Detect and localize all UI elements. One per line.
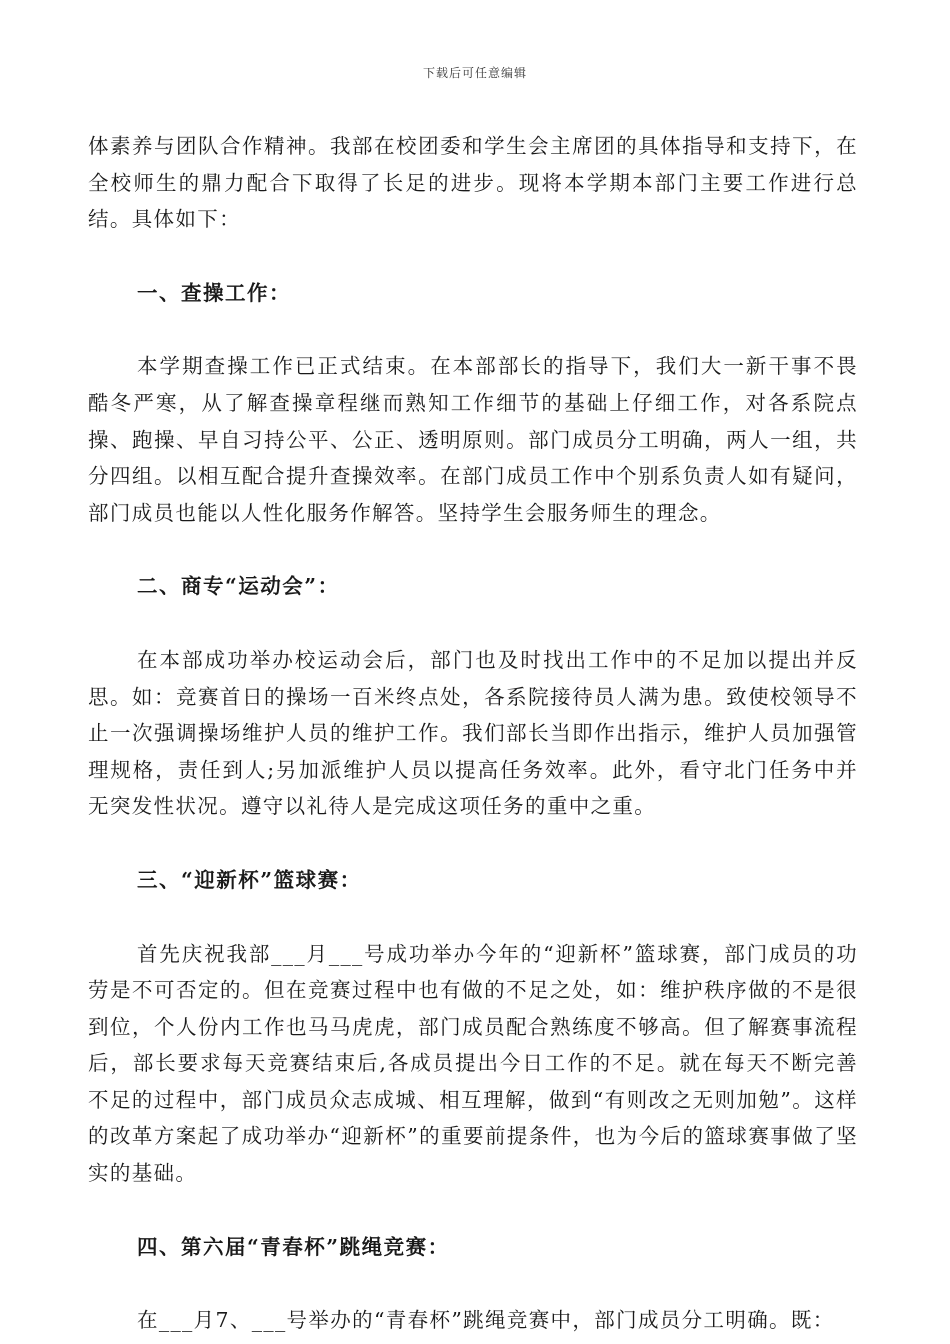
section-heading-2: 二、商专“运动会”： xyxy=(137,574,340,599)
section-heading-1: 一、查操工作： xyxy=(137,280,291,305)
page-header-note: 下载后可任意编辑 xyxy=(422,66,527,80)
section-heading-4: 四、第六届“青春杯”跳绳竞赛： xyxy=(137,1234,450,1259)
document-body xyxy=(88,128,858,1339)
section-paragraph-3: 首先庆祝我部___月___号成功举办今年的“迎新杯”篮球赛，部门成员的功劳是不可否定的。但在竞赛过程中也有做的不足之处，如：维护秩序做的不是很到位，个人份内工作也马马虎虎，部门成员配合熟练度不够高。但了解赛事流程后，部长要求每天竞赛结束后,各成员提出今日工作的不足。就在每天不断完善不足的过程中，部门成员众志成城、相互理解，做到“有则改之无则加勉”。这样的改革方案起了成功举办“迎新杯”的重要前提条件，也为今后的篮球赛事做了坚实的基础。 xyxy=(88,941,858,1186)
section-heading-3: 三、“迎新杯”篮球赛： xyxy=(137,867,362,892)
section-paragraph-1: 本学期查操工作已正式结束。在本部部长的指导下，我们大一新干事不畏酷冬严寒，从了解查操章程继而熟知工作细节的基础上仔细工作，对各系院点操、跑操、早自习持公平、公正、透明原则。部门成员分工明确，两人一组，共分四组。以相互配合提升查操效率。在部门成员工作中个别系负责人如有疑问，部门成员也能以人性化服务作解答。坚持学生会服务师生的理念。 xyxy=(88,354,858,525)
intro-paragraph: 体素养与团队合作精神。我部在校团委和学生会主席团的具体指导和支持下，在全校师生的鼎力配合下取得了长足的进步。现将本学期本部门主要工作进行总结。具体如下： xyxy=(88,134,858,232)
section-paragraph-2: 在本部成功举办校运动会后，部门也及时找出工作中的不足加以提出并反思。如：竞赛首日的操场一百米终点处，各系院接待员人满为患。致使校领导不止一次强调操场维护人员的维护工作。我们部长当即作出指示，维护人员加强管理规格，责任到人;另加派维护人员以提高任务效率。此外，看守北门任务中并无突发性状况。遵守以礼待人是完成这项任务的重中之重。 xyxy=(88,647,858,819)
section-paragraph-4: 在___月7、___号举办的“青春杯”跳绳竞赛中，部门成员分工明确。既： xyxy=(137,1308,835,1333)
